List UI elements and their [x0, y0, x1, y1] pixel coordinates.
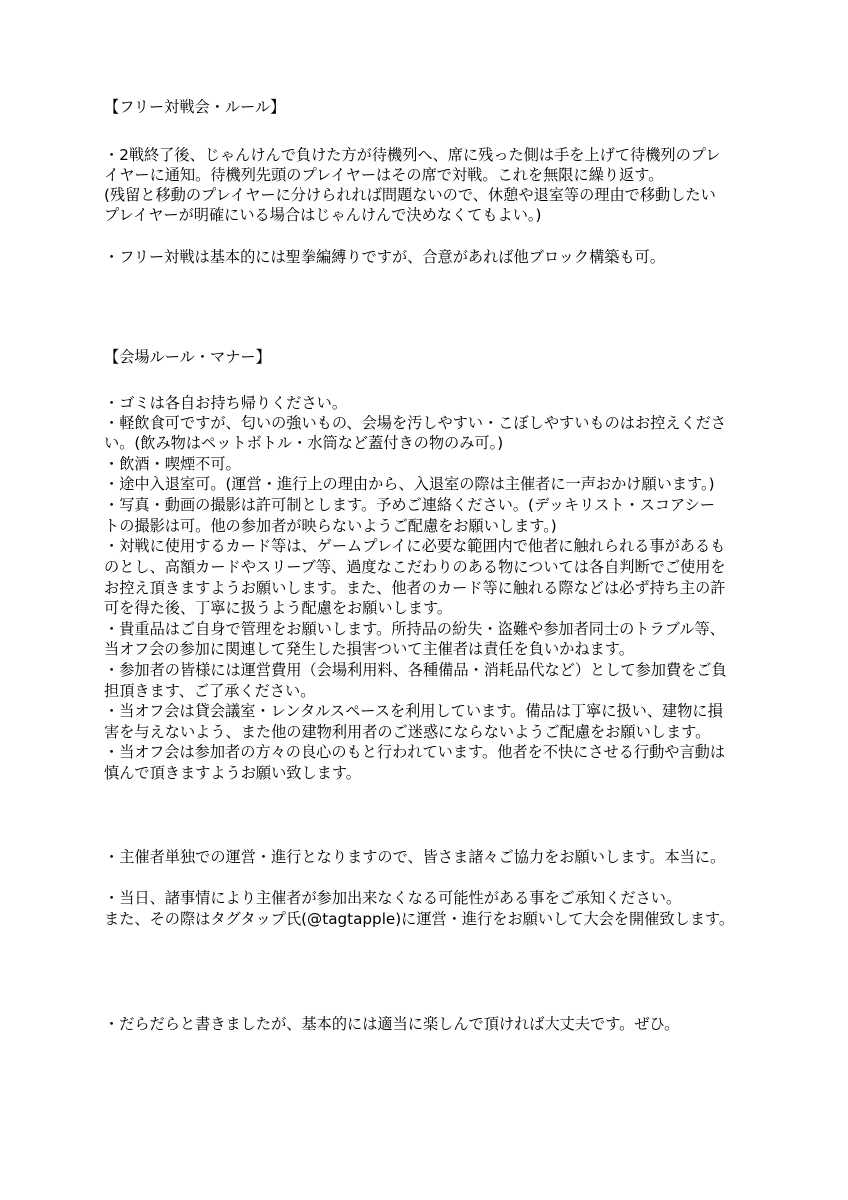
rule-line: お控え頂きますようお願いします。また、他者のカード等に触れる際などは必ず持ち主の許 — [104, 579, 726, 597]
rule-line: ・軽飲食可ですが、匂いの強いもの、会場を汚しやすい・こぼしやすいものはお控えくださ — [104, 414, 727, 432]
note-line: また、その際はタグタップ氏(@tagtapple)に運営・進行をお願いして大会を開催致します。 — [104, 910, 735, 928]
rule-line: ・当オフ会は貸会議室・レンタルスペースを利用しています。備品は丁寧に扱い、建物に損 — [104, 702, 723, 720]
rule-line: ・2戦終了後、じゃんけんで負けた方が待機列へ、席に残った側は手を上げて待機列のプレ — [104, 146, 721, 164]
rule-line: 担頂きます、ご了承ください。 — [104, 682, 316, 700]
rule-line: 可を得た後、丁寧に扱うよう配慮をお願いします。 — [104, 599, 453, 617]
note-line: ・主催者単独での運営・進行となりますので、皆さま諸々ご協力をお願いします。本当に。 — [104, 848, 726, 866]
section-heading-venue-rules: 【会場ルール・マナー】 — [104, 348, 271, 366]
rule-line: ・フリー対戦は基本的には聖拳編縛りですが、合意があれば他ブロック構築も可。 — [104, 248, 666, 266]
rule-line: ・途中入退室可。(運営・進行上の理由から、入退室の際は主催者に一声おかけ願います。) — [104, 475, 715, 493]
rule-line: (残留と移動のプレイヤーに分けられれば問題ないので、休憩や退室等の理由で移動したい — [104, 186, 716, 204]
rule-line: 害を与えないよう、また他の建物利用者のご迷惑にならないようご配慮をお願いします。 — [104, 723, 711, 741]
rule-line: ・ゴミは各自お持ち帰りください。 — [104, 394, 347, 412]
rule-line: 当オフ会の参加に関連して発生した損害ついて主催者は責任を負いかねます。 — [104, 640, 634, 658]
rule-line: 慎んで頂きますようお願い致します。 — [104, 764, 361, 782]
rule-line: ・貴重品はご自身で管理をお願いします。所持品の紛失・盗難や参加者同士のトラブル等、 — [104, 620, 725, 638]
rule-line: ・当オフ会は参加者の方々の良心のもと行われています。他者を不快にさせる行動や言動は — [104, 743, 726, 761]
rule-line: のとし、高額カードやスリーブ等、過度なこだわりのある物については各自判断でご使用を — [104, 558, 726, 576]
note-line: ・当日、諸事情により主催者が参加出来なくなる可能性がある事をご承知ください。 — [104, 889, 682, 907]
section-heading-free-battle-rules: 【フリー対戦会・ルール】 — [104, 98, 286, 116]
rule-line: ・参加者の皆様には運営費用（会場利用料、各種備品・消耗品代など）として参加費をご負 — [104, 661, 727, 679]
rule-line: ・飲酒・喫煙不可。 — [104, 455, 241, 473]
rule-line: プレイヤーが明確にいる場合はじゃんけんで決めなくてもよい。) — [104, 206, 542, 224]
closing-line: ・だらだらと書きましたが、基本的には適当に楽しんで頂ければ大丈夫です。ぜひ。 — [104, 1015, 680, 1033]
rule-line: ・対戦に使用するカード等は、ゲームプレイに必要な範囲内で他者に触れられる事があるも — [104, 537, 726, 555]
rule-line: イヤーに通知。待機列先頭のプレイヤーはその席で対戦。これを無限に繰り返す。 — [104, 166, 664, 184]
rule-line: い。(飲み物はペットボトル・水筒など蓋付きの物のみ可。) — [104, 434, 504, 452]
rule-line: ・写真・動画の撮影は許可制とします。予めご連絡ください。(デッキリスト・スコアシー — [104, 496, 715, 514]
rule-line: トの撮影は可。他の参加者が映らないようご配慮をお願いします。) — [104, 517, 557, 535]
